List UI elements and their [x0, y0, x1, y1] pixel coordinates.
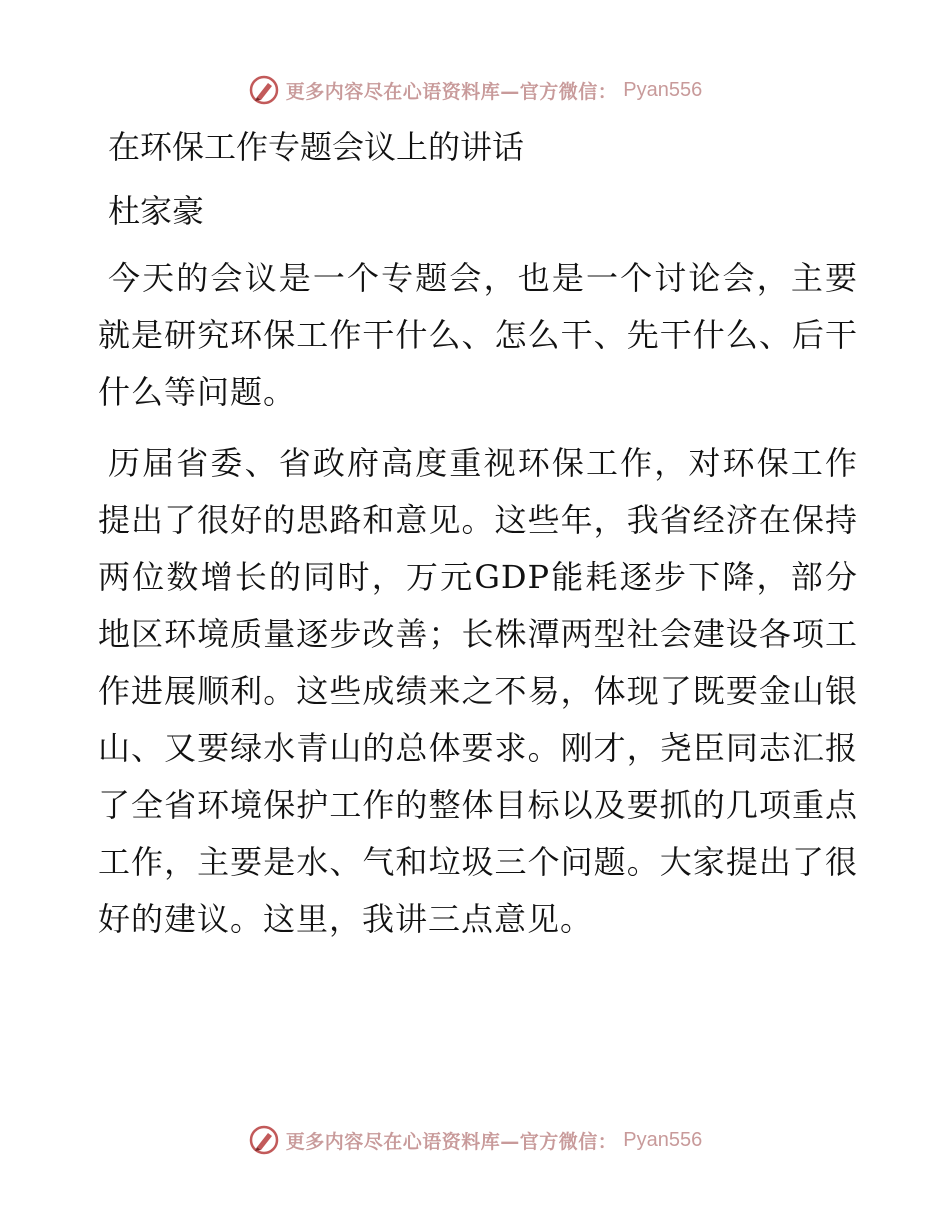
footer-watermark — [0, 1120, 950, 1160]
watermark-group — [248, 1124, 702, 1156]
watermark-text: 更多内容尽在心语资料库—官方微信： — [285, 1130, 618, 1153]
watermark-group — [248, 74, 702, 106]
document-body — [98, 120, 858, 962]
document-title: 在环保工作专题会议上的讲话 — [108, 128, 525, 166]
pen-logo-icon — [248, 1124, 280, 1156]
paragraph-1: 今天的会议是一个专题会，也是一个讨论会，主要就是研究环保工作干什么、怎么干、先干什么、后干什么等问题。 — [98, 259, 858, 411]
document-author: 杜家豪 — [108, 192, 205, 230]
paragraph-2: 历届省委、省政府高度重视环保工作，对环保工作提出了很好的思路和意见。这些年，我省经济在保持两位数增长的同时，万元GDP能耗逐步下降，部分地区环境质量逐步改善；长株潭两型社会建设各项工作进展顺利。这些成绩来之不易，体现了既要金山银山、又要绿水青山的总体要求。刚才，尧臣同志汇报了全省环境保护工作的整体目标以及要抓的几项重点工作，主要是水、气和垃圾三个问题。大家提出了很好的建议。这里，我讲三点意见。 — [98, 444, 858, 938]
header-watermark — [0, 70, 950, 110]
pen-logo-icon — [248, 74, 280, 106]
watermark-account: Pyan556 — [623, 78, 703, 101]
watermark-account: Pyan556 — [623, 1128, 703, 1151]
watermark-text: 更多内容尽在心语资料库—官方微信： — [285, 80, 618, 103]
